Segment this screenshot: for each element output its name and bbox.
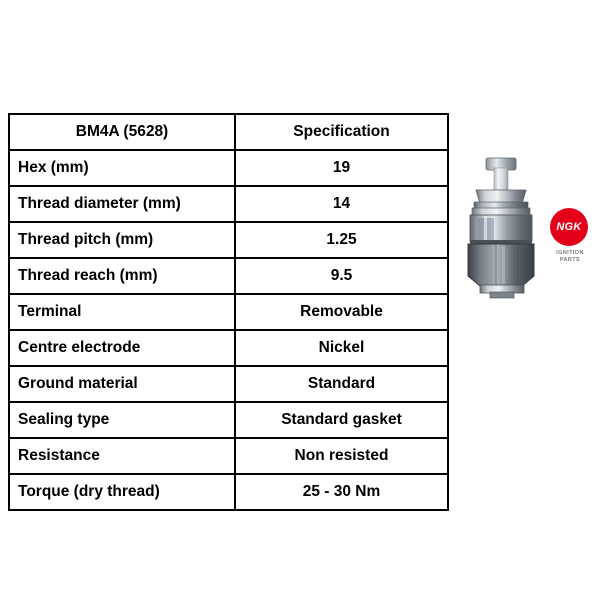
row-value: 19 (235, 150, 448, 186)
table-row (9, 330, 448, 366)
spec-table-body (9, 114, 448, 510)
ngk-caption-line-2: PARTS (559, 257, 581, 264)
row-label: Hex (mm) (9, 150, 235, 186)
row-value: Standard gasket (235, 402, 448, 438)
row-label: Ground material (9, 366, 235, 402)
row-label: Centre electrode (9, 330, 235, 366)
table-row (9, 402, 448, 438)
row-label: Resistance (9, 438, 235, 474)
table-row (9, 186, 448, 222)
row-value: 9.5 (235, 258, 448, 294)
ngk-logo-caption (544, 250, 596, 265)
row-label: Thread diameter (mm) (9, 186, 235, 222)
row-value: 1.25 (235, 222, 448, 258)
row-value: Nickel (235, 330, 448, 366)
spark-plug-illustration (440, 152, 570, 320)
row-label: Thread pitch (mm) (9, 222, 235, 258)
ngk-logo-badge: NGK (550, 208, 588, 246)
specification-table (8, 113, 413, 511)
table-row (9, 438, 448, 474)
spec-table-element (8, 113, 449, 511)
specification-header: Specification (235, 114, 448, 150)
row-label: Terminal (9, 294, 235, 330)
spark-plug-image (440, 152, 584, 320)
row-value: Non resisted (235, 438, 448, 474)
table-row (9, 258, 448, 294)
table-row (9, 294, 448, 330)
row-value: Standard (235, 366, 448, 402)
row-value: 25 - 30 Nm (235, 474, 448, 510)
table-header-row (9, 114, 448, 150)
table-row (9, 474, 448, 510)
table-row (9, 222, 448, 258)
part-number-header: BM4A (5628) (9, 114, 235, 150)
row-value: 14 (235, 186, 448, 222)
row-label: Torque (dry thread) (9, 474, 235, 510)
row-label: Sealing type (9, 402, 235, 438)
ngk-caption-line-1: IGNITION (556, 250, 584, 256)
row-label: Thread reach (mm) (9, 258, 235, 294)
row-value: Removable (235, 294, 448, 330)
table-row (9, 150, 448, 186)
table-row (9, 366, 448, 402)
